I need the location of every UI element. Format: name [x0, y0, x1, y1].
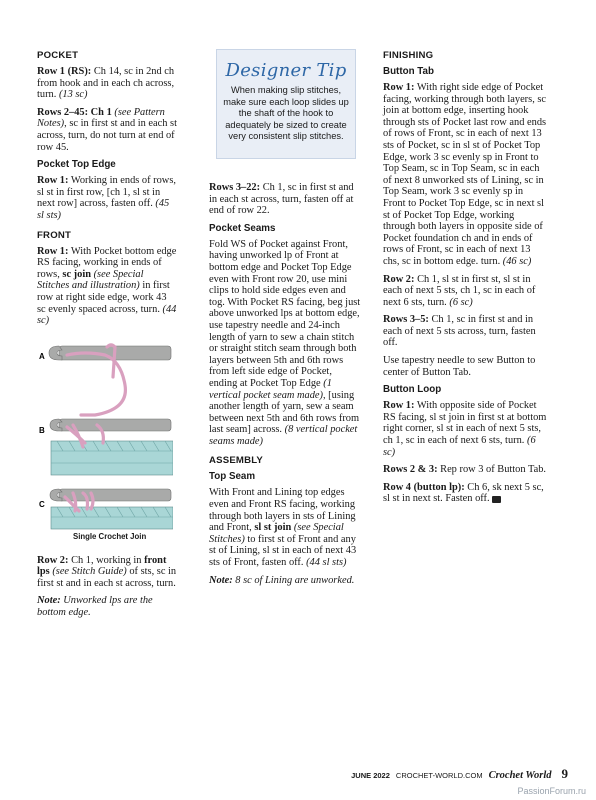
row-text: of sts, sc in first st and in each st across, turn.	[37, 566, 177, 589]
instruction-front-row1	[37, 246, 177, 327]
column-left	[37, 50, 177, 625]
row-text: Ch 1, sc in first st and in each of next 5 sts across, turn, fasten off.	[383, 314, 536, 349]
row-text: Ch 1, sl st in first st, sl st in each of next 5 sts, ch 1, sc in each of next 6 sts, turn.	[383, 273, 536, 308]
instruction-button-loop-row4	[383, 482, 548, 505]
page-number: 9	[561, 766, 568, 781]
instruction-pocket-row1	[37, 66, 177, 101]
stitch-count: (6 sc)	[383, 435, 536, 458]
designer-tip-box	[216, 49, 356, 159]
row-label: Rows 2–45: Ch 1	[37, 106, 112, 118]
fabric-b	[51, 441, 173, 475]
stitch-term: sc join	[62, 268, 91, 280]
instruction-top-seam	[209, 487, 361, 568]
row-text: With right side edge of Pocket facing, working through both layers, sc join at bottom edge, inserting hook through sts of Pocket last row and ends of rows of Front, sc in each of next 13 sts of Pocket, sc in sl st of Pocket Top Edge, work 3 sc evenly sp in Front to Top Seam, sc in Top Seam, sc in each of next 8 unworked sts of Lining, sc in Top Seam, work 3 sc evenly sp in Front to Pocket Top Edge, sc in next sl st of Pocket Top Edge, working through both layers in opposite side of Pocket foundation ch and in ends of rows of Front, sc in each of next 13 chs, sc in bottom edge. turn.	[383, 82, 547, 267]
row-label: Rows 3–22:	[209, 182, 261, 193]
subheading-pocket-seams: Pocket Seams	[209, 222, 276, 234]
stitch-count: (46 sc)	[502, 255, 532, 267]
seam-count-note: (1 vertical pocket seam made)	[209, 377, 332, 401]
reference-note: (see Special Stitches)	[209, 522, 344, 545]
section-heading-front: FRONT	[37, 229, 72, 241]
instruction-front-row2	[37, 555, 177, 590]
row-text: Ch 1, working in	[68, 554, 145, 566]
row-text: to first st of Front and any st of Lining, sl st in each of next 43 sts of Front, fasten off.	[209, 533, 357, 569]
instruction-pocket-seams	[209, 239, 361, 448]
footer-date: JUNE 2022	[351, 771, 390, 780]
stitch-count: (13 sc)	[58, 89, 88, 101]
column-middle	[209, 182, 361, 592]
row-label: Row 2:	[37, 554, 69, 566]
stitch-term: front lps	[37, 554, 167, 578]
row-label: Row 1:	[37, 245, 69, 257]
instruction-button-loop-rows2-3	[383, 464, 548, 476]
row-text: Ch 6, sk next 5 sc, sl st in next st. Fasten off.	[383, 481, 544, 505]
row-text: Fold WS of Pocket against Front, having unworked lp of Front at bottom edge and Pocket Top Edge even with Front row 20, use mini clips to hold side edges even and tog. With Pocket RS facing, beg just above unworked lps at bottom edge, use tapestry needle and 24-inch length of yarn to sew a chain stitch or straight stitch seam through both layers between 5th and 6th rows from left side edge of Pocket, ending at Pocket Top Edge	[209, 238, 361, 389]
column-right	[383, 50, 548, 511]
crochet-illustration-svg	[37, 333, 173, 547]
subheading-button-loop: Button Loop	[383, 384, 442, 396]
reference-note: (see Pattern Notes)	[37, 106, 165, 130]
instruction-pocket-rows2-45	[37, 107, 177, 153]
instruction-front-rows3-22	[209, 182, 361, 217]
designer-tip-text: When making slip stitches, make sure each loop slides up the shaft of the hook to adequately be sized to create very consistent slip stitches.	[223, 85, 349, 142]
instruction-button-tab-row1	[383, 82, 548, 268]
figure-label-c: C	[39, 499, 45, 509]
stitch-count: (44 sc)	[37, 303, 177, 327]
row-text: Rep row 3 of Button Tab.	[437, 464, 547, 476]
instruction-button-loop-row1	[383, 400, 548, 458]
figure-caption: Single Crochet Join	[73, 531, 147, 541]
stitch-term: sl st join	[254, 522, 292, 534]
footer-site: CROCHET-WORLD.COM	[395, 771, 483, 780]
row-label: Row 4 (button lp):	[383, 481, 465, 493]
row-label: Rows 3–5:	[383, 314, 429, 326]
section-heading-finishing: FINISHING	[383, 50, 434, 61]
single-crochet-join-illustration	[37, 333, 173, 547]
row-text: , [using another length of yarn, sew a seam between next 5th and 6th rows from last seam] across.	[209, 389, 360, 436]
reference-note: (see Stitch Guide)	[49, 566, 127, 578]
note-unworked-loops	[37, 595, 177, 618]
subheading-top-seam: Top Seam	[209, 471, 256, 483]
stitch-count: (45 sl sts)	[37, 198, 170, 221]
figure-label-b: B	[39, 425, 45, 435]
row-label: Rows 2 & 3:	[383, 464, 438, 476]
note-lining-unworked	[209, 575, 361, 587]
row-text: With Front and Lining top edges even and Front RS facing, working through both layers in sts of Lining and Front,	[209, 487, 356, 534]
section-heading-pocket: POCKET	[37, 50, 79, 61]
row-label: Row 1:	[383, 82, 415, 93]
row-text: in first row at right side edge, work 43 sc evenly spaced across, turn.	[37, 280, 170, 315]
reference-note: (see Special Stitches and illustration)	[37, 268, 144, 292]
note-text: 8 sc of Lining are unworked.	[232, 574, 355, 586]
row-text: Working in ends of rows, sl st in first row, [ch 1, sl st in next row] across, fasten off.	[37, 175, 176, 210]
page-footer	[351, 766, 568, 782]
row-text: Ch 1, sc in first st and in each st across, turn, fasten off at end of row 22.	[209, 182, 354, 217]
row-text: With opposite side of Pocket RS facing, sl st join in first st at bottom right corner, sl st in each of next 5 sts, ch 1, sc in each of next 6 sts, turn.	[383, 400, 547, 447]
fabric-c	[51, 507, 173, 529]
subheading-pocket-top-edge: Pocket Top Edge	[37, 159, 116, 171]
note-label: Note:	[209, 574, 233, 586]
note-label: Note:	[37, 595, 61, 607]
row-text: , sc in first st and in each st across, turn, do not turn at end of row 45.	[37, 118, 177, 153]
instruction-sew-button: Use tapestry needle to sew Button to center of Button Tab.	[383, 355, 536, 378]
note-text: Unworked lps are the bottom edge.	[37, 595, 153, 619]
stitch-count: (44 sl sts)	[306, 557, 347, 569]
row-label: Row 1:	[383, 400, 415, 412]
designer-tip-title: Designer Tip	[225, 60, 347, 81]
seam-count-note: (8 vertical pocket seams made)	[209, 424, 358, 447]
row-label: Row 1 (RS):	[37, 66, 92, 77]
end-mark-icon	[492, 496, 501, 503]
instruction-button-tab-row2	[383, 274, 548, 309]
figure-label-a: A	[39, 351, 45, 361]
row-label: Row 2:	[383, 273, 415, 285]
instruction-pocket-top-edge-row1	[37, 175, 177, 221]
footer-brand: Crochet World	[488, 770, 552, 781]
watermark: PassionForum.ru	[517, 786, 586, 796]
stitch-count: (6 sc)	[449, 296, 473, 308]
section-heading-assembly: ASSEMBLY	[209, 455, 264, 467]
subheading-button-tab: Button Tab	[383, 66, 434, 77]
row-label: Row 1:	[37, 175, 69, 187]
row-text: Ch 14, sc in 2nd ch from hook and in each ch across, turn.	[37, 66, 175, 101]
instruction-button-tab-rows3-5	[383, 314, 548, 349]
row-text: With Pocket bottom edge RS facing, working in ends of rows,	[37, 245, 177, 280]
